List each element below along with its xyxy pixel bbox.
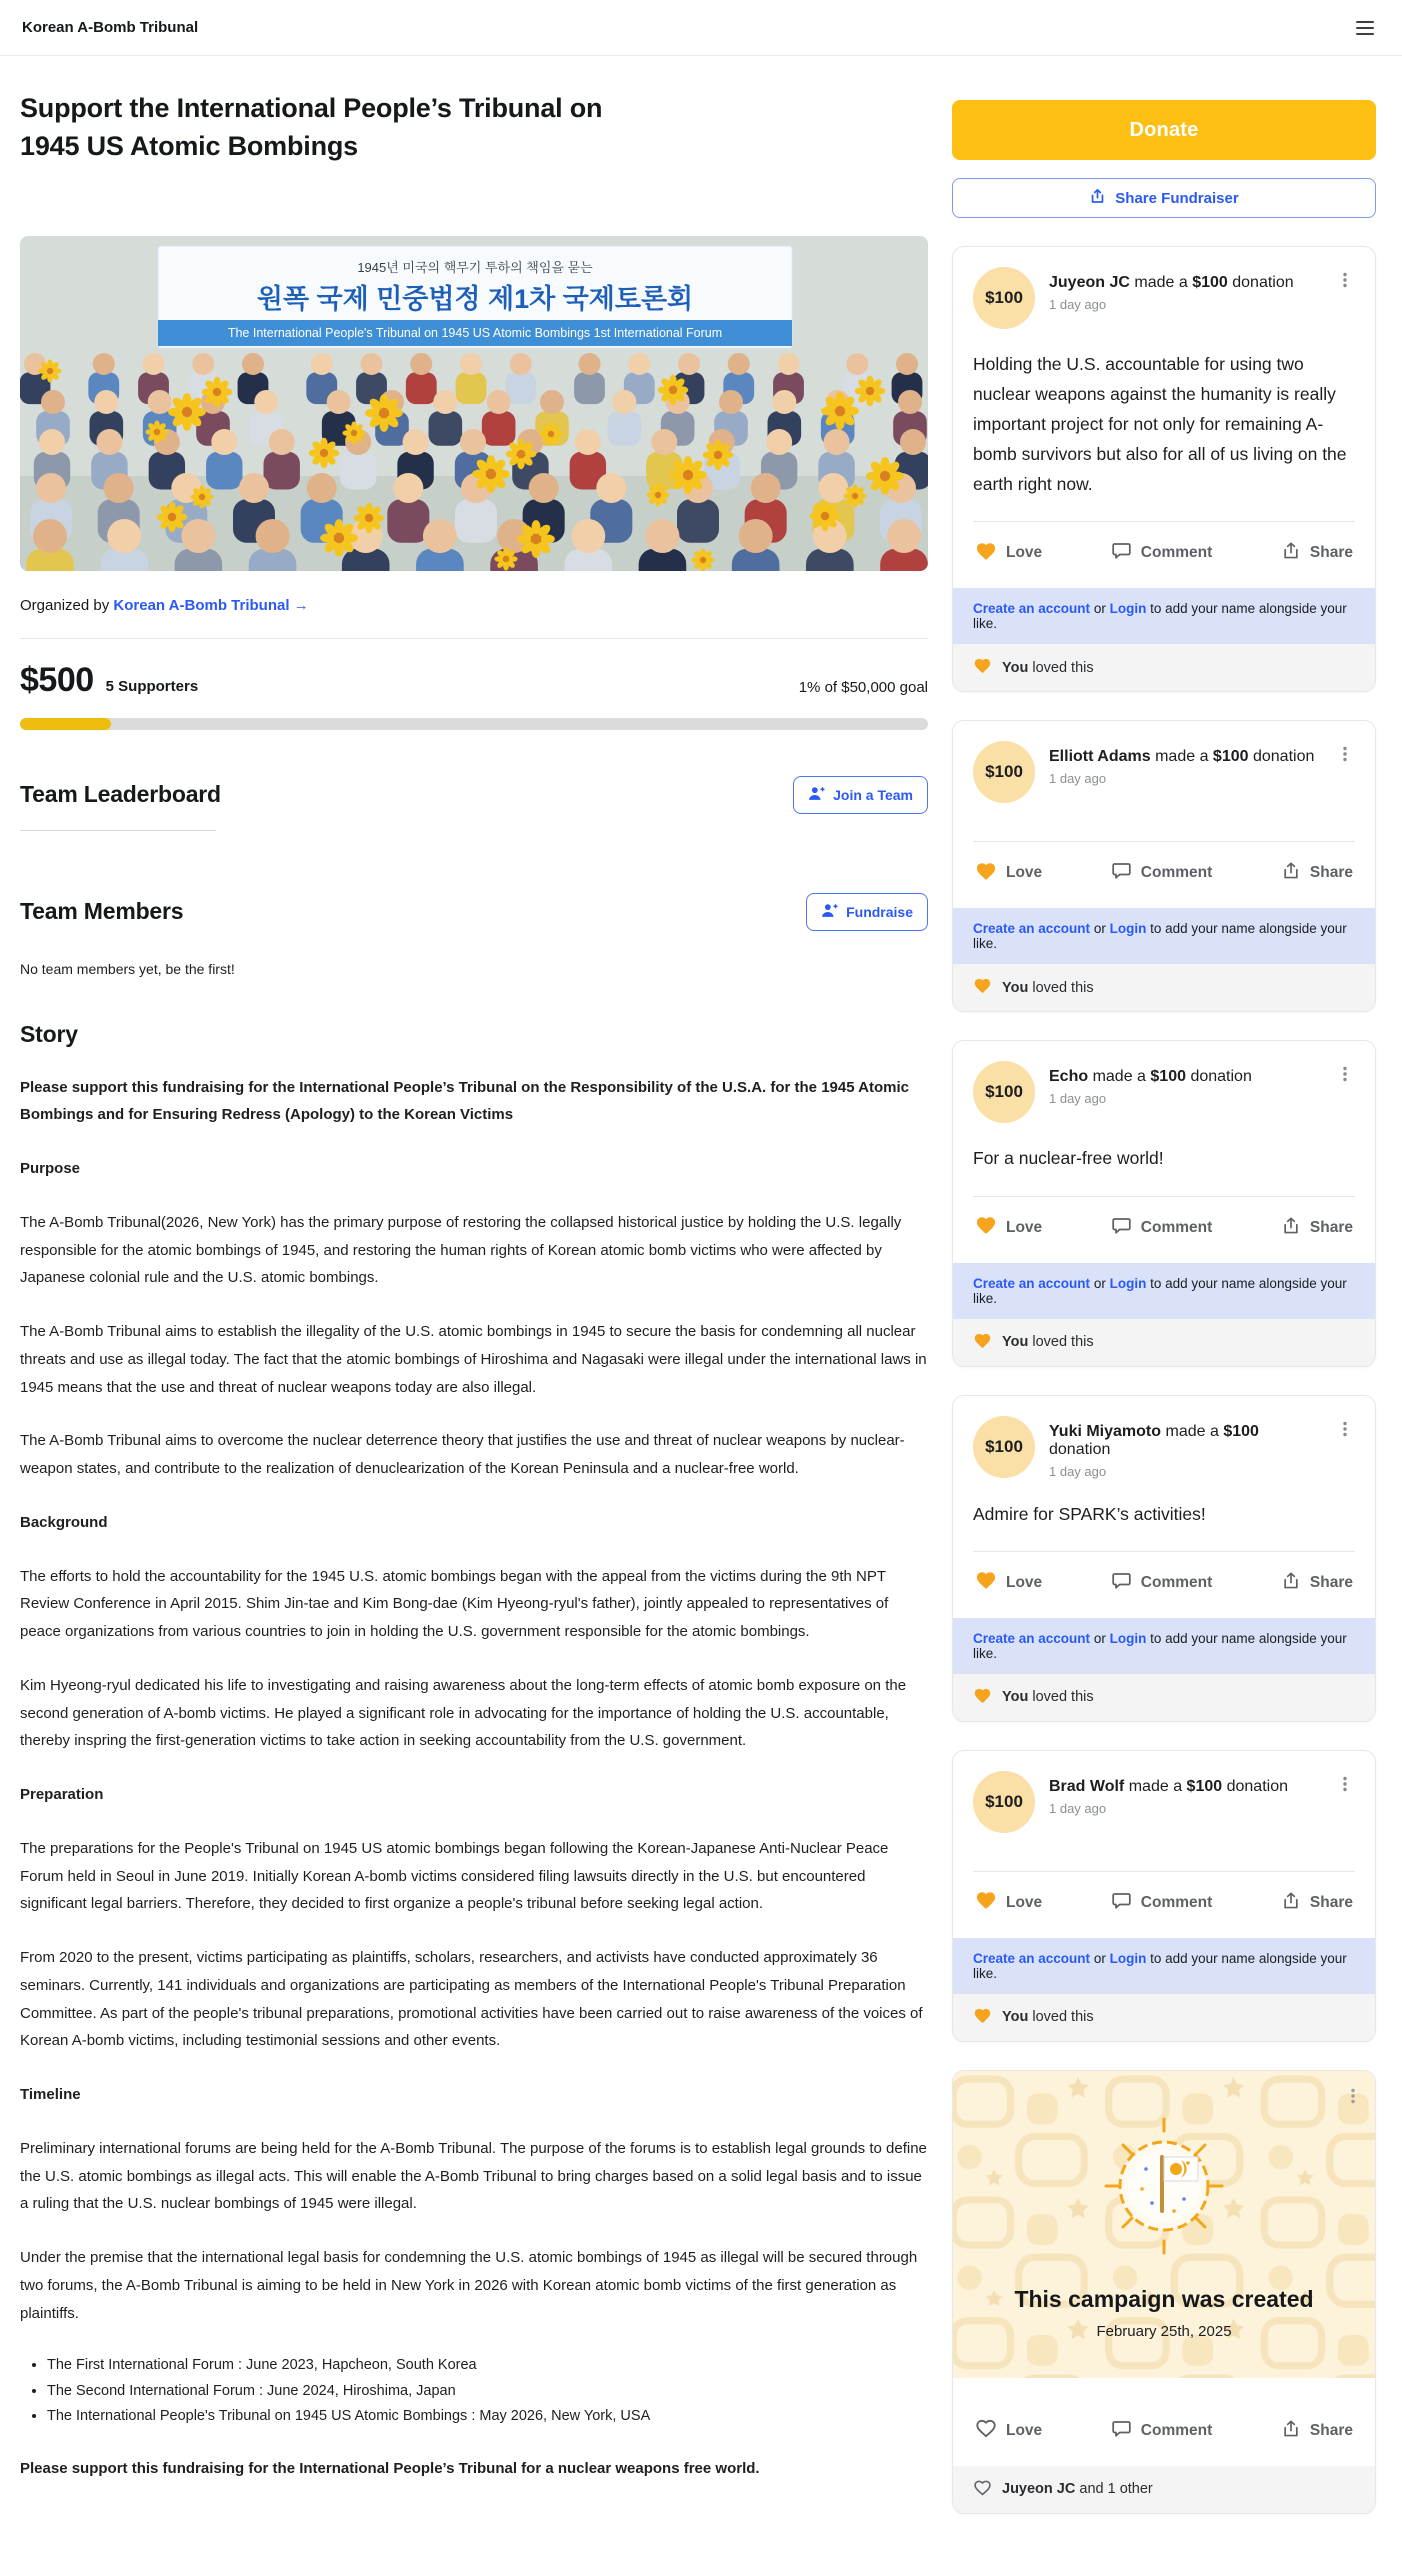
donation-card	[952, 1040, 1376, 1366]
donation-card	[952, 720, 1376, 1012]
created-date: February 25th, 2025	[1096, 2322, 1232, 2340]
join-a-team-button[interactable]: Join a Team	[793, 776, 928, 814]
heart-outline-icon	[973, 2479, 992, 2500]
login-prompt: Create an account or Login to add your name alongside your like.	[953, 1618, 1375, 1674]
kebab-menu-icon[interactable]	[1335, 1416, 1355, 1442]
donate-button[interactable]: Donate	[952, 100, 1376, 160]
comment-icon	[1111, 1570, 1132, 1596]
story-subheading: Background	[20, 1513, 108, 1531]
created-title: This campaign was created	[1014, 2285, 1314, 2312]
hamburger-menu-icon[interactable]	[1350, 15, 1380, 41]
comment-icon	[1111, 1215, 1132, 1241]
share-icon	[1281, 1890, 1301, 1916]
story-paragraph: The A-Bomb Tribunal aims to overcome the nuclear deterrence theory that justifies the use and threat of nuclear weapons by nuclear-weapon states, and contribute to the realization of denuclearization of the Korean Peninsula and a nuclear-free world.	[20, 1432, 905, 1478]
banner-line-3: The International People's Tribunal on 1945 US Atomic Bombings 1st International Forum	[227, 325, 723, 340]
share-icon	[1281, 540, 1301, 566]
donation-time: 1 day ago	[1049, 297, 1107, 312]
donation-card	[952, 1395, 1376, 1722]
donation-message: Admire for SPARK’s activities!	[973, 1503, 1206, 1524]
story-paragraph: The efforts to hold the accountability for the 1945 U.S. atomic bombings began with the appeal from the victims during the 9th NPT Review Conference in April 2015. Shim Jin-tae and Kim Bong-dae (Kim Hyeong-ryul's father), jointly appealed to representatives of peace organizations from various countries to join in holding the U.S. government responsible for the atomic bombings.	[20, 1567, 889, 1641]
love-button[interactable]: Love	[975, 1890, 1042, 1915]
story-title: Story	[20, 1020, 78, 1047]
login-link[interactable]: Login	[1109, 601, 1147, 617]
story-paragraph: Please support this fundraising for the International People’s Tribunal for a nuclear weapons free world.	[20, 2460, 760, 2478]
login-link[interactable]: Login	[1109, 921, 1147, 937]
donation-card	[952, 246, 1376, 692]
love-button[interactable]: Love	[975, 1570, 1042, 1595]
supporter-count: 5 Supporters	[105, 677, 199, 695]
brand-title: Korean A-Bomb Tribunal	[22, 19, 199, 36]
comment-button[interactable]: Comment	[1111, 1570, 1212, 1596]
heart-icon	[973, 1687, 992, 1708]
story-content	[20, 1074, 928, 2484]
donor-name: Brad Wolf	[1049, 1777, 1125, 1795]
share-button[interactable]: Share	[1281, 1215, 1353, 1241]
story-paragraph: Preliminary international forums are being held for the A-Bomb Tribunal. The purpose of the forums is to establish legal grounds to define the U.S. atomic bombings as illegal acts. This will enable the A-Bomb Tribunal to bring charges based on a solid legal basis and to issue a ruling that the U.S. nuclear bombings of 1945 were illegal.	[20, 2139, 927, 2213]
heart-icon	[973, 1332, 992, 1353]
team-members-title: Team Members	[20, 898, 184, 925]
donor-name: Yuki Miyamoto	[1049, 1422, 1162, 1440]
love-button[interactable]: Love	[975, 2418, 1042, 2443]
loved-status: You loved this	[953, 1994, 1375, 2041]
heart-icon	[975, 861, 997, 886]
story-paragraph: Under the premise that the international legal basis for condemning the U.S. atomic bombings of 1945 as illegal will be secured through two forums, the A-Bomb Tribunal is aiming to be held in New York in 2026 with Korean atomic bomb victims of the first generation as plaintiffs.	[20, 2249, 918, 2322]
share-fundraiser-button[interactable]: Share Fundraiser	[952, 178, 1376, 218]
page-title: Support the International People’s Tribunal on 1945 US Atomic Bombings	[20, 93, 603, 161]
donor-name: Juyeon JC	[1049, 274, 1130, 291]
donation-list	[952, 246, 1376, 2042]
donor-name: Echo	[1049, 1068, 1089, 1086]
comment-button[interactable]: Comment	[1111, 540, 1212, 566]
login-link[interactable]: Login	[1109, 1950, 1147, 1966]
comment-icon	[1111, 1890, 1132, 1916]
story-subheading: Timeline	[20, 2086, 81, 2104]
donation-amount: $100	[1150, 1068, 1186, 1086]
story-list-item: • The First International Forum : June 2023, Hapcheon, South Korea	[47, 2353, 928, 2378]
campaign-created-hero	[953, 2071, 1375, 2378]
organizer-link[interactable]: Korean A-Bomb Tribunal →	[113, 596, 309, 614]
love-button[interactable]: Love	[975, 861, 1042, 886]
donation-amount: $100	[1192, 274, 1228, 291]
kebab-menu-icon[interactable]	[1335, 741, 1355, 767]
progress-bar	[20, 718, 928, 730]
story-subheading: Purpose	[20, 1160, 81, 1178]
login-prompt: Create an account or Login to add your name alongside your like.	[953, 1263, 1375, 1319]
top-bar	[0, 0, 1402, 56]
donation-time: 1 day ago	[1049, 771, 1107, 787]
comment-button[interactable]: Comment	[1111, 1215, 1212, 1241]
donation-time: 1 day ago	[1049, 1463, 1107, 1479]
create-account-link[interactable]: Create an account	[973, 1275, 1091, 1291]
leaderboard-divider	[20, 830, 216, 831]
share-icon	[1281, 1570, 1301, 1596]
story-paragraph: Kim Hyeong-ryul dedicated his life to investigating and raising awareness about the long-term effects of atomic bomb exposure on the second generation of A-bomb victims. He played a significant role in advocating for the importance of holding the U.S. accountable, thereby inspring the first-generation victims to take action in seeking accountability from the U.S. government.	[20, 1676, 907, 1750]
donation-time: 1 day ago	[1049, 1800, 1107, 1816]
share-button[interactable]: Share	[1281, 1890, 1353, 1916]
comment-button[interactable]: Comment	[1111, 1890, 1212, 1916]
loved-status: You loved this	[953, 964, 1375, 1011]
sun-flag-illustration	[973, 2111, 1355, 2266]
comment-icon	[1111, 2418, 1132, 2444]
amount-raised: $500	[20, 660, 94, 699]
team-members-header	[20, 893, 928, 931]
story-paragraph: The A-Bomb Tribunal aims to establish the illegality of the U.S. atomic bombings in 1945 to secure the basis for condemning all nuclear threats and use as illegal today. The fact that the atomic bombings of Hiroshima and Nagasaki were illegal under the international laws in 1945 means that the use and threat of nuclear weapons today are also illegal.	[20, 1323, 927, 1396]
share-button[interactable]: Share	[1281, 540, 1353, 566]
heart-icon	[975, 1890, 997, 1915]
donation-amount-badge: $100	[973, 1061, 1035, 1123]
loved-status: You loved this	[953, 1319, 1375, 1366]
share-icon	[1281, 1215, 1301, 1241]
heart-icon	[975, 1570, 997, 1595]
story-paragraph: The A-Bomb Tribunal(2026, New York) has the primary purpose of restoring the collapsed historical justice by holding the U.S. legally responsible for the atomic bombings of 1945, and restoring the human rights of Korean atomic bomb victims who were affected by Japanese colonial rule and the U.S. atomic bombings.	[20, 1213, 902, 1287]
donation-headline: Brad Wolf made a $100 donation	[1049, 1777, 1288, 1795]
donation-message: Holding the U.S. accountable for using two nuclear weapons against the humanity is really important project for not only for remaining A-bomb survivors but also for all of us living on the earth right now.	[973, 354, 1347, 495]
campaign-cover-photo	[20, 236, 928, 571]
loved-status: You loved this	[953, 1674, 1375, 1721]
create-account-link[interactable]: Create an account	[973, 921, 1091, 937]
campaign-created-card	[952, 2070, 1376, 2514]
kebab-menu-icon[interactable]	[1343, 2083, 1363, 2109]
goal-text: 1% of $50,000 goal	[798, 678, 928, 696]
share-icon	[1281, 860, 1301, 886]
login-link[interactable]: Login	[1109, 1275, 1147, 1291]
heart-icon	[973, 2007, 992, 2028]
banner-line-1: 1945년 미국의 핵무기 투하의 책임을 묻는	[357, 259, 593, 275]
create-account-link[interactable]: Create an account	[973, 601, 1091, 617]
team-empty-note: No team members yet, be the first!	[20, 960, 235, 977]
donation-card	[952, 1750, 1376, 2042]
create-account-link[interactable]: Create an account	[973, 1950, 1091, 1966]
progress-fill	[20, 718, 111, 730]
donation-headline: Yuki Miyamoto made a $100 donation	[1049, 1422, 1259, 1458]
donation-headline: Juyeon JC made a $100 donation	[1049, 274, 1294, 291]
donation-headline: Elliott Adams made a $100 donation	[1049, 748, 1315, 766]
heart-icon	[973, 977, 992, 998]
heart-icon	[975, 1215, 997, 1240]
cover-photo-illustration	[20, 236, 928, 571]
divider	[20, 638, 928, 639]
team-leaderboard-header	[20, 776, 928, 814]
story-paragraph: The preparations for the People's Tribunal on 1945 US atomic bombings began following the Korean-Japanese Anti-Nuclear Peace Forum held in Seoul in June 2019. Initially Korean A-bomb victims considered filing lawsuits directly in the U.S. but encountered significant legal barriers. Therefore, they decided to first organize a people's tribunal before seeking legal action.	[20, 1839, 889, 1913]
fundraise-button[interactable]: Fundraise	[806, 893, 928, 931]
login-prompt: Create an account or Login to add your name alongside your like.	[953, 588, 1375, 644]
story-list-item: • The International People's Tribunal on 1945 US Atomic Bombings : May 2026, New York, USA	[47, 2404, 928, 2429]
share-button[interactable]: Share	[1281, 2418, 1353, 2444]
heart-icon	[973, 657, 992, 678]
donation-headline: Echo made a $100 donation	[1049, 1068, 1252, 1086]
love-button[interactable]: Love	[975, 541, 1042, 566]
story-subheading: Preparation	[20, 1786, 104, 1804]
comment-button[interactable]: Comment	[1111, 860, 1212, 886]
heart-icon	[975, 541, 997, 566]
kebab-menu-icon[interactable]	[1335, 1061, 1355, 1087]
comment-button[interactable]: Comment	[1111, 2418, 1212, 2444]
story-paragraph: From 2020 to the present, victims participating as plaintiffs, scholars, researchers, and activists have conducted approximately 36 seminars. Currently, 141 individuals and organizations are participating as members of the International People's Tribunal Preparation Committee. As part of the people's tribunal preparations, promotional activities have been carried out to raise awareness of the voices of Korean A-bomb victims, including testimonial sessions and other events.	[20, 1949, 923, 2050]
person-plus-icon	[808, 786, 825, 804]
share-button[interactable]: Share	[1281, 1570, 1353, 1596]
donation-time: 1 day ago	[1049, 1091, 1107, 1107]
banner-line-2: 원폭 국제 민중법정 제1차 국제토론회	[256, 283, 694, 314]
donation-amount-badge: $100	[973, 1771, 1035, 1833]
story-list	[47, 2353, 928, 2429]
share-icon	[1281, 2418, 1301, 2444]
donation-amount: $100	[1186, 1777, 1223, 1795]
love-button[interactable]: Love	[975, 1215, 1042, 1240]
story-list-item: • The Second International Forum : June 2024, Hiroshima, Japan	[47, 2379, 928, 2404]
organized-by: Organized by Korean A-Bomb Tribunal →	[20, 596, 309, 614]
donation-message: For a nuclear-free world!	[973, 1148, 1164, 1169]
stats-row	[20, 661, 928, 700]
campaign-main-column	[20, 76, 928, 2509]
loved-status: You loved this	[953, 644, 1375, 691]
login-link[interactable]: Login	[1109, 1630, 1147, 1646]
likers-status: Juyeon JC and 1 other	[953, 2466, 1375, 2513]
donation-amount: $100	[1223, 1422, 1259, 1440]
person-plus-icon	[821, 903, 838, 921]
sidebar	[952, 76, 1376, 2514]
donation-amount-badge: $100	[973, 1416, 1035, 1478]
story-paragraph: Please support this fundraising for the International People’s Tribunal on the Responsibility of the U.S.A. for the 1945 Atomic Bombings and for Ensuring Redress (Apology) to the Korean Victims	[20, 1078, 910, 1124]
comment-icon	[1111, 860, 1132, 886]
comment-icon	[1111, 540, 1132, 566]
share-icon	[1089, 187, 1106, 209]
donation-amount-badge: $100	[973, 267, 1035, 329]
kebab-menu-icon[interactable]	[1335, 267, 1355, 293]
create-account-link[interactable]: Create an account	[973, 1630, 1091, 1646]
login-prompt: Create an account or Login to add your name alongside your like.	[953, 1938, 1375, 1994]
team-leaderboard-title: Team Leaderboard	[20, 781, 221, 808]
donor-name: Elliott Adams	[1049, 748, 1151, 766]
donation-amount: $100	[1212, 748, 1249, 766]
donation-amount-badge: $100	[973, 741, 1035, 803]
login-prompt: Create an account or Login to add your name alongside your like.	[953, 908, 1375, 964]
kebab-menu-icon[interactable]	[1335, 1771, 1355, 1797]
heart-outline-icon	[975, 2418, 997, 2443]
share-button[interactable]: Share	[1281, 860, 1353, 886]
